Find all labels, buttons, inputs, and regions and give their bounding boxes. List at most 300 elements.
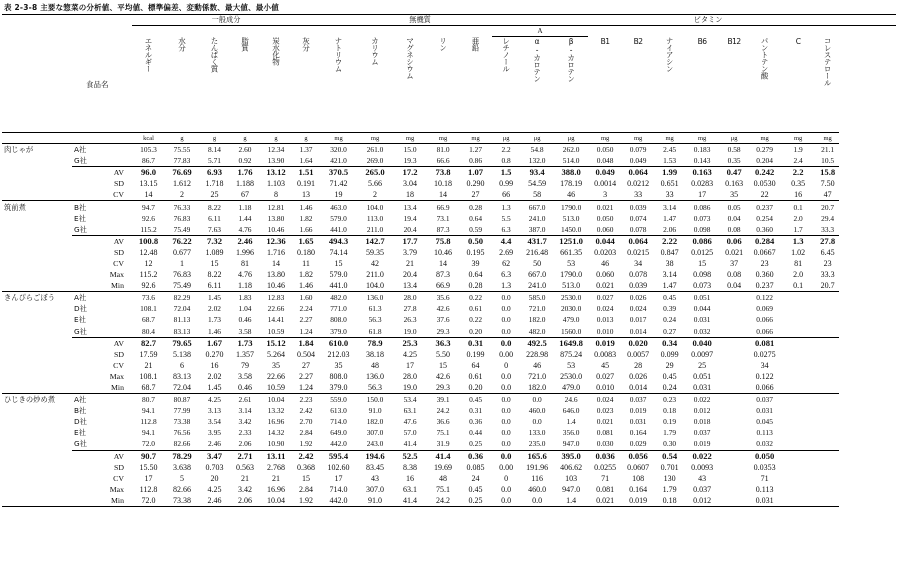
value-cell: 17.59 (139, 349, 158, 359)
value-cell: 2.71 (230, 450, 260, 462)
value-cell: 0.0 (492, 292, 520, 304)
value-cell: 17 (406, 360, 415, 370)
value-cell: 53 (567, 360, 576, 370)
value-cell: 579.0 (330, 213, 347, 223)
value-cell: 0.25 (469, 439, 483, 449)
value-cell: 0.31 (459, 337, 492, 349)
value-cell: 13.32 (267, 406, 285, 416)
unit-cell: kcal (132, 133, 165, 144)
value-cell: 108 (632, 473, 645, 483)
value-cell: 0.066 (755, 383, 774, 393)
value-cell: 2.06 (230, 495, 260, 507)
value-cell: 1.46 (208, 326, 221, 336)
column-name: パントテン酸 (760, 36, 770, 79)
value-cell: 6.11 (208, 213, 221, 223)
value-cell: 0.1 (780, 201, 816, 213)
value-cell: 2.46 (230, 235, 260, 247)
value-cell: 7.32 (199, 235, 230, 247)
value-cell: 0.703 (205, 462, 224, 472)
value-cell: 27 (302, 360, 311, 370)
value-cell: 42 (371, 258, 380, 268)
table-row (2, 450, 896, 462)
value-cell (719, 314, 749, 325)
unit-cell: mg (427, 133, 459, 144)
row-label: G社 (74, 156, 87, 166)
value-cell (780, 495, 816, 507)
value-cell: 0.0203 (594, 247, 617, 257)
value-cell: 0.23 (654, 394, 685, 406)
value-cell: 81.13 (173, 315, 191, 325)
value-cell: 421.0 (330, 156, 347, 166)
value-cell: 17.7 (393, 235, 427, 247)
value-cell: 15 (698, 258, 707, 268)
value-cell: 33.3 (821, 224, 835, 234)
value-cell: 5.50 (436, 349, 451, 359)
food-name (2, 189, 72, 201)
row-label: CV (113, 473, 124, 483)
value-cell: 16.96 (267, 417, 285, 427)
value-cell: 3.14 (662, 270, 677, 280)
value-cell: 0.0014 (594, 179, 617, 189)
value-cell: 1.83 (230, 292, 260, 304)
value-cell: 1.718 (205, 179, 224, 189)
table-row (2, 258, 896, 269)
food-name: ひじきの炒め煮 (2, 394, 72, 406)
value-cell: 72.0 (142, 439, 155, 449)
table-row (2, 360, 896, 371)
food-name (2, 405, 72, 416)
value-cell: 8.14 (199, 144, 230, 156)
value-cell: 379.0 (330, 326, 347, 336)
unit-cell: g (199, 133, 230, 144)
value-cell: 56.3 (368, 315, 382, 325)
value-cell: 0.031 (693, 383, 712, 393)
value-cell: 2.2 (780, 167, 816, 179)
value-cell: 4.25 (403, 349, 418, 359)
value-cell: 0.012 (693, 406, 711, 416)
value-cell (719, 484, 749, 495)
food-name (2, 360, 72, 371)
value-cell: 136.0 (366, 371, 385, 381)
value-cell: 2530.0 (560, 371, 583, 381)
table-row (2, 144, 896, 156)
value-cell: 441.0 (330, 224, 347, 234)
food-name (2, 349, 72, 360)
column-header (427, 37, 459, 133)
value-cell: 2.22 (654, 235, 685, 247)
value-cell: 0.163 (685, 167, 719, 179)
value-cell: 1.46 (299, 281, 314, 291)
value-cell: 1.27 (459, 144, 492, 156)
value-cell: 8 (274, 190, 278, 200)
value-cell: 2530.0 (554, 292, 588, 304)
value-cell: 0.0097 (691, 349, 714, 359)
column-header (719, 37, 749, 133)
value-cell: 0.25 (459, 495, 492, 507)
value-cell: 0.021 (588, 495, 622, 507)
value-cell: 19.0 (403, 326, 417, 336)
value-cell: 75.1 (436, 484, 451, 494)
value-cell: 479.0 (562, 315, 580, 325)
value-cell: 27 (471, 190, 480, 200)
value-cell: 3.42 (238, 417, 252, 427)
value-cell: 0.24 (662, 383, 677, 393)
value-cell: 35.6 (427, 292, 459, 304)
food-name (2, 473, 72, 484)
value-cell: 0.04 (727, 281, 742, 291)
value-cell: 102.60 (327, 462, 350, 472)
value-cell (816, 416, 839, 427)
value-cell: 2 (373, 190, 378, 200)
value-cell: 61.3 (368, 304, 382, 314)
value-cell (719, 495, 749, 507)
value-cell: 24.2 (427, 495, 459, 507)
value-cell: 76.33 (165, 201, 199, 213)
value-cell: 16 (794, 190, 803, 200)
value-cell: 441.0 (329, 281, 348, 291)
value-cell: 0.0 (492, 394, 520, 406)
value-cell (780, 484, 816, 495)
group-header: 一般成分 (132, 15, 320, 26)
value-cell: 0.00 (499, 349, 514, 359)
value-cell: 0.1 (793, 281, 804, 291)
value-cell: 80.87 (165, 394, 199, 406)
value-cell: 0.45 (468, 484, 483, 494)
value-cell: 0.050 (588, 144, 622, 156)
value-cell: 54.8 (520, 144, 554, 156)
value-cell: 0.031 (693, 315, 711, 325)
value-cell: 182.0 (528, 315, 546, 325)
value-cell: 1.18 (230, 201, 260, 213)
table-row (2, 473, 896, 484)
column-header (132, 37, 165, 133)
value-cell: 0.0 (492, 450, 520, 462)
value-cell: 0.46 (238, 315, 252, 325)
row-label: CV (113, 258, 124, 268)
value-cell: 307.0 (366, 484, 385, 494)
value-cell: 1.99 (654, 167, 685, 179)
value-cell: 482.0 (320, 292, 357, 304)
food-name (2, 167, 72, 179)
value-cell: 1.3 (492, 201, 520, 213)
value-cell: 8.22 (199, 201, 230, 213)
value-cell: 492.5 (520, 337, 554, 349)
value-cell: 6.3 (501, 270, 512, 280)
value-cell: 0.019 (693, 439, 711, 449)
value-cell: 59.35 (366, 247, 385, 257)
value-cell: 269.0 (366, 156, 384, 166)
value-cell: 2.42 (299, 406, 313, 416)
value-cell: 0.014 (629, 326, 647, 336)
value-cell: 13.4 (393, 201, 427, 213)
value-cell: 721.0 (528, 371, 547, 381)
value-cell: 2.84 (299, 484, 314, 494)
value-cell: 0.039 (622, 201, 654, 213)
value-cell (816, 450, 839, 462)
unit-cell: μg (719, 133, 749, 144)
table-row (2, 280, 896, 292)
value-cell: 1.79 (663, 428, 677, 438)
value-cell: 0.199 (466, 349, 485, 359)
value-cell: 61.8 (368, 326, 382, 336)
value-cell: 58 (533, 190, 542, 200)
value-cell: 1.79 (662, 484, 677, 494)
table-row (2, 155, 896, 167)
value-cell: 13.80 (267, 270, 285, 280)
value-cell: 613.0 (330, 406, 347, 416)
value-cell: 73.1 (436, 213, 450, 223)
value-cell: 35 (730, 190, 739, 200)
row-label: A社 (72, 144, 132, 156)
value-cell: 28 (634, 360, 643, 370)
value-cell: 0.18 (654, 495, 685, 507)
value-cell: 0.0255 (594, 462, 617, 472)
units-spacer (2, 133, 132, 144)
value-cell: 191.96 (526, 462, 549, 472)
value-cell: 0.504 (297, 349, 316, 359)
value-cell: 13 (302, 190, 311, 200)
value-cell: 0.59 (469, 224, 483, 234)
value-cell: 0.051 (693, 371, 712, 381)
value-cell (816, 360, 839, 371)
value-cell (816, 349, 839, 360)
value-cell: 22.66 (267, 304, 285, 314)
column-name: B1 (600, 36, 610, 46)
value-cell: 0.0083 (594, 349, 617, 359)
value-cell: 0.0275 (753, 349, 776, 359)
value-cell: 75.1 (436, 428, 450, 438)
value-cell (719, 405, 749, 416)
value-cell: 0.46 (238, 383, 252, 393)
value-cell: 0.284 (749, 235, 780, 247)
value-cell (719, 360, 749, 371)
value-cell: 25.3 (393, 337, 427, 349)
value-cell: 0.020 (622, 337, 654, 349)
value-cell: 0.066 (756, 315, 773, 325)
value-cell: 431.7 (520, 235, 554, 247)
value-cell: 0.270 (205, 349, 224, 359)
value-cell: 1.716 (267, 247, 285, 257)
value-cell: 25 (698, 360, 707, 370)
value-cell: 13.12 (260, 167, 292, 179)
value-cell: 0.037 (693, 484, 712, 494)
column-name: カリウム (370, 36, 380, 65)
value-cell: 71 (760, 473, 769, 483)
value-cell: 0.022 (685, 394, 719, 406)
value-cell: 33.3 (820, 270, 835, 280)
column-name: 灰分 (301, 36, 311, 51)
value-cell: 75.55 (165, 144, 199, 156)
value-cell: 1.67 (199, 337, 230, 349)
value-cell: 2.61 (230, 394, 260, 406)
value-cell: 16.96 (267, 484, 285, 494)
value-cell: 0.021 (596, 417, 614, 427)
column-header (260, 37, 292, 133)
value-cell: 1.53 (663, 156, 677, 166)
value-cell: 0.024 (629, 304, 647, 314)
value-cell: 17.2 (393, 167, 427, 179)
value-cell: 0.04 (727, 213, 741, 223)
value-cell: 0.31 (469, 406, 483, 416)
value-cell: 1.64 (299, 156, 313, 166)
value-cell (719, 349, 749, 360)
value-cell: 1.7 (793, 224, 803, 234)
value-cell: 0.113 (755, 484, 774, 494)
column-header (588, 37, 622, 133)
value-cell: 0.35 (727, 156, 741, 166)
value-cell: 42.6 (436, 304, 450, 314)
value-cell: 0.045 (756, 417, 773, 427)
unit-cell: mg (816, 133, 839, 144)
value-cell: 14.41 (267, 315, 285, 325)
value-cell: 10.59 (267, 383, 285, 393)
unit-cell: mg (622, 133, 654, 144)
value-cell (780, 314, 816, 325)
value-cell: 10.90 (267, 439, 285, 449)
value-cell (816, 462, 839, 473)
value-cell: 0.073 (693, 213, 711, 223)
column-name: B6 (697, 36, 707, 46)
value-cell: 1.46 (292, 201, 320, 213)
value-cell: 41.4 (403, 439, 417, 449)
value-cell: 116 (531, 473, 543, 483)
value-cell (719, 337, 749, 349)
value-cell: 20.4 (403, 224, 417, 234)
value-cell: 36.3 (427, 337, 459, 349)
table-row (2, 213, 896, 224)
value-cell: 0.040 (685, 337, 719, 349)
table-row (2, 235, 896, 247)
food-name (2, 450, 72, 462)
row-label: Min (111, 281, 124, 291)
value-cell: 21 (241, 473, 249, 483)
row-label: D社 (74, 304, 87, 314)
value-cell (719, 303, 749, 314)
value-cell: 2.4 (793, 156, 803, 166)
column-name: ナイアシン (665, 36, 675, 72)
value-cell: 0.044 (588, 235, 622, 247)
value-cell: 0.54 (654, 450, 685, 462)
row-label: SD (114, 349, 124, 359)
value-cell: 0 (504, 360, 509, 370)
value-cell: 243.0 (366, 439, 384, 449)
row-label: Min (72, 495, 132, 507)
value-cell: 0.360 (756, 224, 773, 234)
value-cell: 0.08 (727, 224, 741, 234)
value-cell: 64 (471, 360, 480, 370)
value-cell: 2.23 (292, 394, 320, 406)
value-cell: 43 (698, 473, 707, 483)
value-cell: 63.1 (403, 484, 418, 494)
row-label: CV (113, 190, 124, 200)
column-header (780, 37, 816, 133)
value-cell: 0.45 (654, 292, 685, 304)
value-cell: 3.58 (238, 326, 252, 336)
value-cell: 0.014 (629, 383, 648, 393)
value-cell: 1.66 (299, 224, 313, 234)
value-cell: 0.022 (685, 450, 719, 462)
value-cell: 25 (210, 190, 219, 200)
column-header (554, 37, 588, 133)
value-cell: 0.018 (693, 417, 711, 427)
value-cell: 38 (665, 258, 674, 268)
value-cell: 387.0 (528, 224, 546, 234)
value-cell: 0.242 (749, 167, 780, 179)
value-cell: 75.49 (173, 281, 191, 291)
value-cell: 2.24 (299, 304, 313, 314)
value-cell: 2.60 (230, 144, 260, 156)
value-cell: 0.010 (596, 326, 614, 336)
value-cell: 0.050 (749, 450, 780, 462)
value-cell: 33 (665, 190, 674, 200)
food-name (2, 427, 72, 438)
value-cell: 73.38 (165, 495, 199, 507)
value-cell: 0.183 (685, 144, 719, 156)
value-cell (816, 314, 839, 325)
table-row (2, 438, 896, 450)
value-cell: 0.651 (660, 179, 679, 189)
value-cell: 1.24 (299, 383, 314, 393)
value-cell: 10.04 (260, 495, 292, 507)
row-label: AV (72, 167, 132, 179)
value-cell: 87.3 (436, 224, 450, 234)
value-cell: 29 (665, 360, 674, 370)
value-cell: 6 (180, 360, 184, 370)
value-cell: 7.63 (208, 224, 221, 234)
row-label: Max (109, 484, 124, 494)
value-cell: 1450.0 (560, 224, 582, 234)
value-cell: 83.45 (366, 462, 385, 472)
column-header (654, 37, 685, 133)
value-cell: 8.38 (403, 462, 418, 472)
value-cell: 2.02 (208, 304, 221, 314)
value-cell: 21.1 (816, 144, 839, 156)
value-cell: 3 (603, 190, 608, 200)
unit-cell: μg (520, 133, 554, 144)
value-cell: 216.48 (526, 247, 549, 257)
value-cell: 1.4 (554, 495, 588, 507)
value-cell: 81 (241, 258, 249, 268)
value-cell (816, 371, 839, 382)
value-cell: 0.021 (596, 281, 615, 291)
value-cell: 0.064 (622, 235, 654, 247)
value-cell: 3.13 (208, 406, 221, 416)
value-cell: 0.45 (662, 371, 677, 381)
column-header (749, 37, 780, 133)
value-cell: 0.0215 (627, 247, 650, 257)
value-cell: 0.0 (520, 495, 554, 507)
food-name (2, 258, 72, 269)
value-cell: 1.04 (238, 304, 252, 314)
value-cell: 83.13 (173, 326, 191, 336)
column-name: 炭水化物 (271, 36, 281, 65)
value-cell: 34 (760, 360, 769, 370)
value-cell: 48 (439, 473, 448, 483)
value-cell: 649.0 (330, 428, 347, 438)
value-cell: 2.70 (299, 417, 313, 427)
value-cell: 0.081 (596, 484, 615, 494)
value-cell: 667.0 (528, 270, 547, 280)
value-cell: 0.191 (297, 179, 316, 189)
value-cell: 5 (180, 473, 184, 483)
value-cell (719, 382, 749, 394)
value-cell: 1.18 (238, 281, 252, 291)
value-cell: 3.04 (403, 179, 418, 189)
value-cell: 0.164 (629, 484, 648, 494)
row-label: SD (114, 462, 124, 472)
column-header (492, 37, 520, 133)
value-cell: 27.8 (403, 304, 417, 314)
